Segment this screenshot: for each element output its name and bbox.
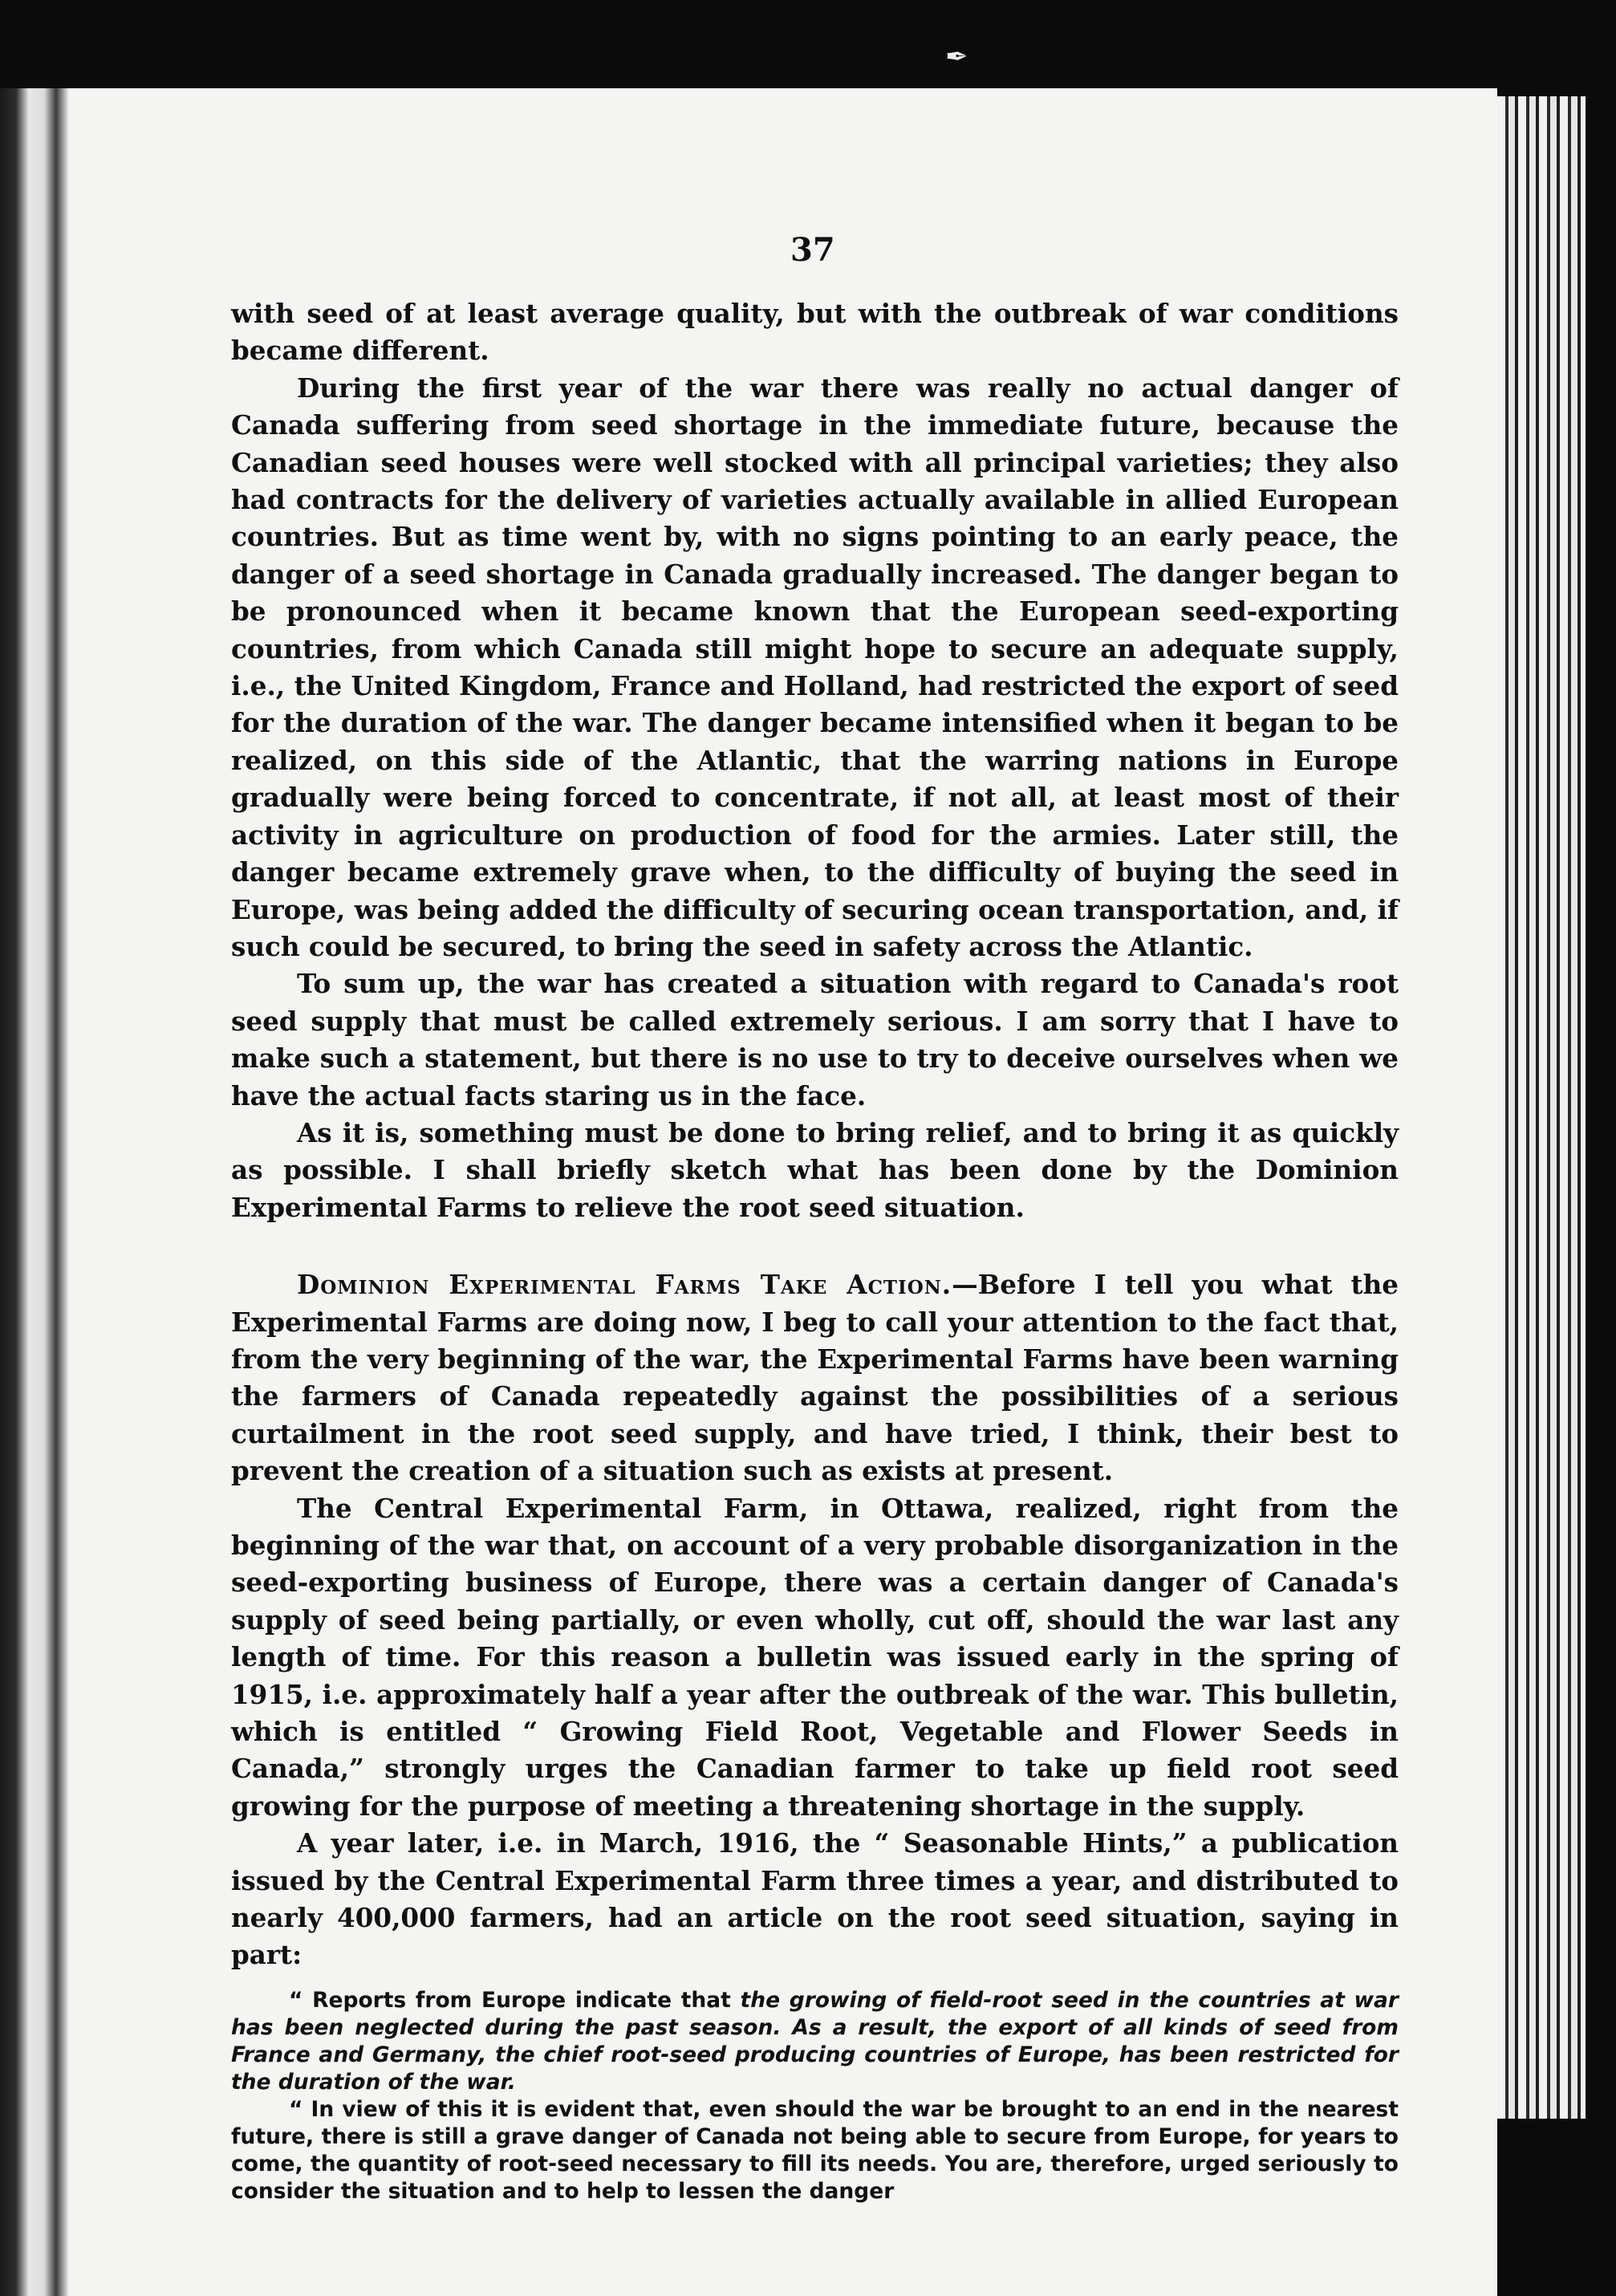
scan-border-right bbox=[1586, 96, 1616, 2296]
scan-mark-icon: ✒ bbox=[945, 41, 968, 73]
block-quote bbox=[231, 1987, 1399, 2096]
quote-italic: the growing of field-root seed in the countries at war has been neglected during the past season. As a result, the export of all kinds of seed from France and Germany, the chief root-seed producing countries of Europe, has been restricted for the duration of the war. bbox=[231, 1987, 1399, 2095]
paragraph: A year later, i.e. in March, 1916, the “ Seasonable Hints,” a publication issued by the Central Experimental Farm three times a year, and distributed to nearly 400,000 farmers, had an article on the root seed situation, saying in part: bbox=[231, 1827, 1399, 1971]
paragraph-continued: with seed of at least average quality, but with the outbreak of war conditions became different. bbox=[231, 298, 1399, 367]
paragraph: During the first year of the war there was really no actual danger of Canada suffering from seed shortage in the immediate future, because the Canadian seed houses were well stocked with all principal varieties; they also had contracts for the delivery of varieties actually available in allied European countries. But as time went by, with no signs pointing to an early peace, the danger of a seed shortage in Canada gradually increased. The danger began to be pronounced when it became known that the European seed-exporting countries, from which Canada still might hope to secure an adequate supply, i.e., the United Kingdom, France and Holland, had restricted the export of seed for the duration of the war. The danger became intensified when it began to be realized, on this side of the Atlantic, that the warring nations in Europe gradually were being forced to concentrate, if not all, at least most of their activity in agriculture on production of food for the armies. Later still, the danger became extremely grave when, to the difficulty of buying the seed in Europe, was being added the difficulty of securing ocean transportation, and, if such could be secured, to bring the seed in safety across the Atlantic. bbox=[231, 372, 1399, 962]
paragraph: The Central Experimental Farm, in Ottawa, realized, right from the beginning of the war that, on account of a very probable disorganization in the seed-exporting business of Europe, there was a certain danger of Canada's supply of seed being partially, or even wholly, cut off, should the war last any length of time. For this reason a bulletin was issued early in the spring of 1915, i.e. approximately half a year after the outbreak of the war. This bulletin, which is entitled “ Growing Field Root, Vegetable and Flower Seeds in Canada,” strongly urges the Canadian farmer to take up field root seed growing for the purpose of meeting a threatening shortage in the supply. bbox=[231, 1492, 1399, 1822]
quote-lead: “ In view of this it is evident that, even should the war be brought to an end in the nearest future, there is still a grave danger of Canada not being able to secure from Europe, for years to come, the quantity of root-seed necessary to fill its needs. You are, therefore, urged seriously to consider the situation and to help to lessen the danger bbox=[231, 2096, 1399, 2204]
page-number: 37 bbox=[790, 231, 835, 269]
page-text bbox=[231, 295, 1399, 2205]
section-paragraph bbox=[231, 1266, 1399, 1489]
section-heading: Dominion Experimental Farms Take Action. bbox=[297, 1269, 952, 1301]
book-gutter-left bbox=[0, 88, 72, 2296]
book-page-edges-right bbox=[1497, 96, 1586, 2119]
paragraph: As it is, something must be done to bring relief, and to bring it as quickly as possible. I shall briefly sketch what has been done by the Dominion Experimental Farms to relieve the root seed situation. bbox=[231, 1116, 1399, 1223]
paragraph: To sum up, the war has created a situation with regard to Canada's root seed supply that must be called extremely serious. I am sorry that I have to make such a statement, but there is no use to try to deceive ourselves when we have the actual facts staring us in the face. bbox=[231, 968, 1399, 1111]
quote-lead: “ Reports from Europe indicate that bbox=[289, 1987, 741, 2013]
section-spacer bbox=[231, 1226, 1399, 1266]
section-text: —Before I tell you what the Experimental Farms are doing now, I beg to call your attention to the fact that, from the very beginning of the war, the Experimental Farms have been warning the farmers of Canada repeatedly against the possibilities of a serious curtailment in the root seed supply, and have tried, I think, their best to prevent the creation of a situation such as exists at present. bbox=[231, 1269, 1399, 1487]
block-quote bbox=[231, 2096, 1399, 2205]
